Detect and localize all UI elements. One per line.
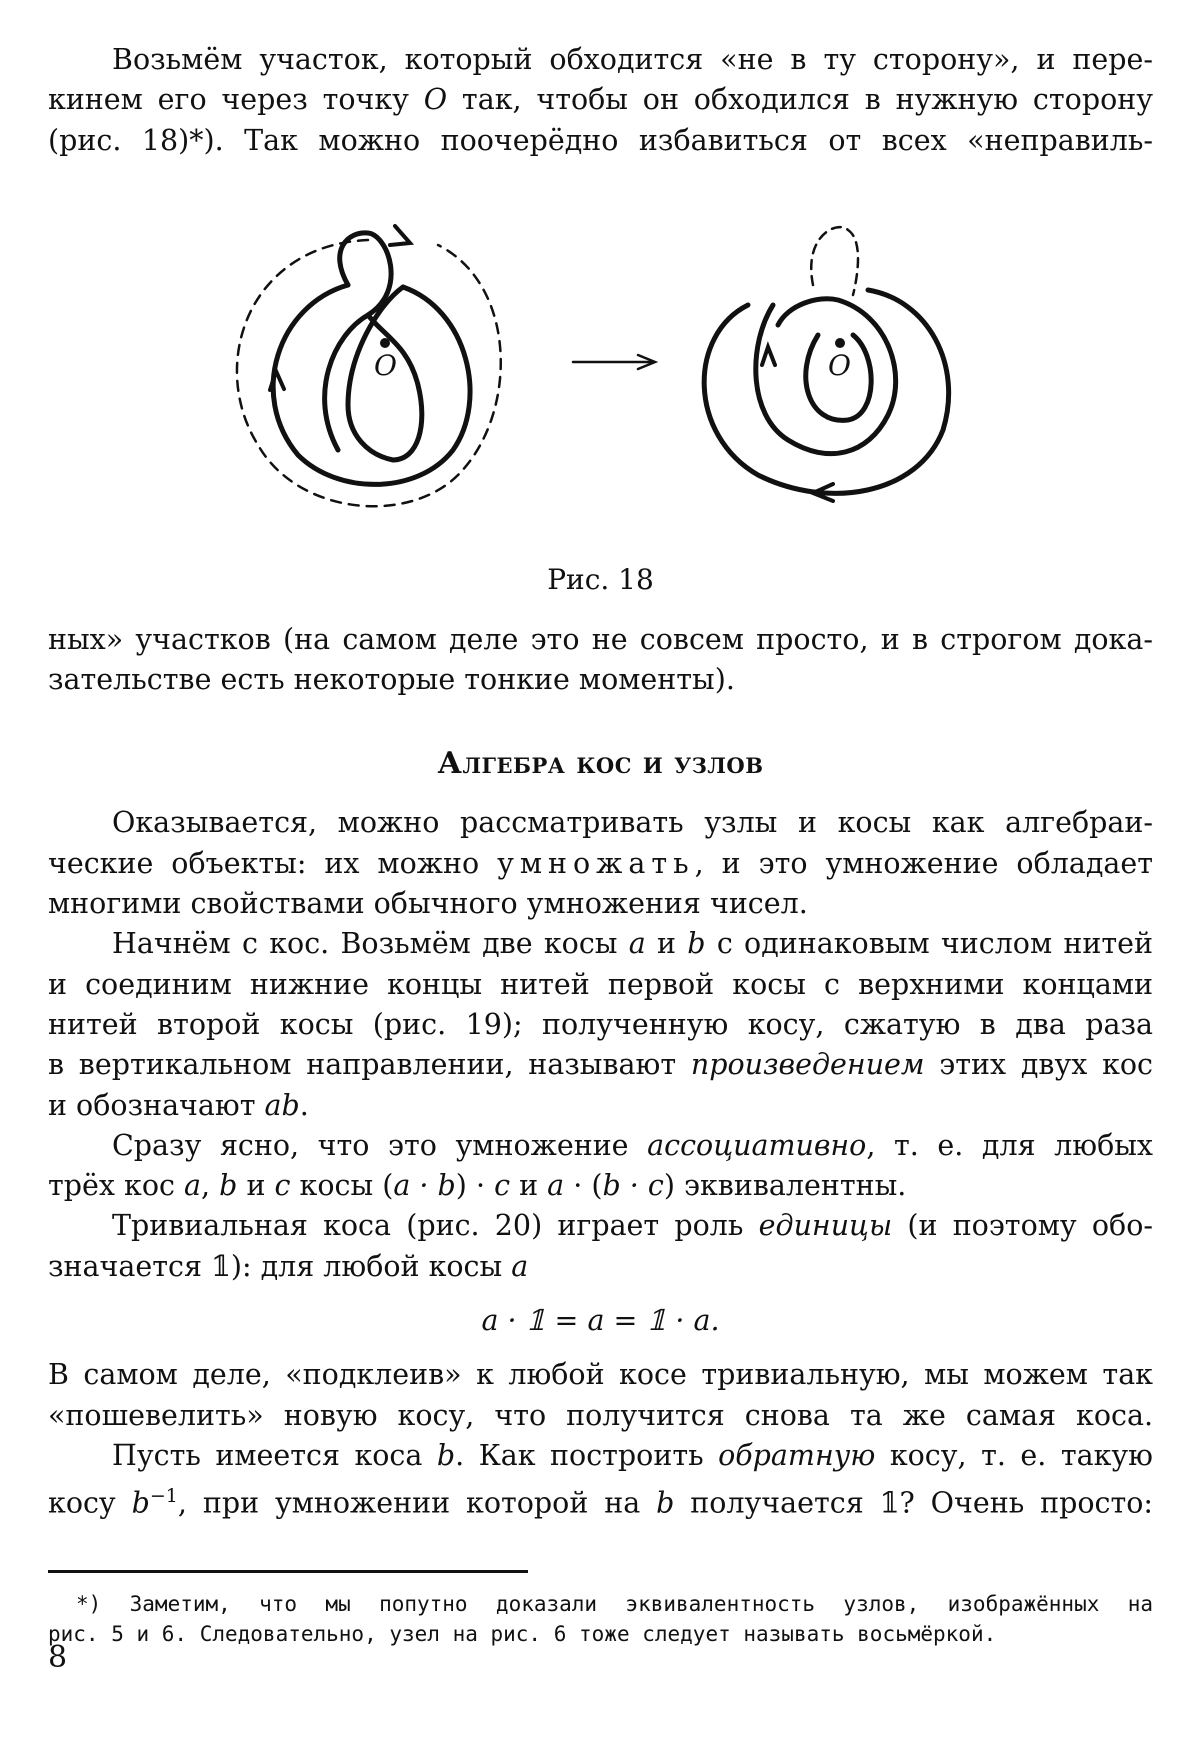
section-title: Алгебра кос и узлов (437, 746, 764, 782)
text-line: и соединим нижние концы нитей первой косы с верхними концами (48, 967, 1153, 1001)
paragraph-8 (48, 1436, 1153, 1524)
paragraph-4 (48, 924, 1153, 1125)
dashed-loop-right (811, 227, 858, 295)
text-line: В самом деле, «подклеив» к любой косе тривиальную, мы можем так (48, 1358, 1153, 1392)
text-line: значается 𝟙): для любой косы a (48, 1249, 529, 1283)
text-line: в вертикальном направлении, называют произведением этих двух кос (48, 1048, 1153, 1082)
text-line: (рис. 18)*). Так можно поочерёдно избавиться от всех «неправиль- (48, 123, 1153, 157)
text-line: нитей второй косы (рис. 19); полученную косу, сжатую в два раза (48, 1007, 1153, 1041)
knot-right-outer (704, 290, 948, 493)
paragraph-5 (48, 1126, 1153, 1207)
text-line: многими свойствами обычного умножения чисел. (48, 887, 808, 921)
paragraph-7 (48, 1355, 1153, 1436)
figure-18 (48, 175, 1153, 549)
label-O-right: O (828, 348, 851, 382)
arrow-head (390, 226, 410, 245)
text-line: Оказывается, можно рассматривать узлы и косы как алгебраи- (112, 806, 1153, 840)
point-O-dot-left (380, 338, 390, 348)
text-line: косу $b^{-1}$, при умножении которой на b получается 𝟙? Очень просто: (48, 1485, 1153, 1520)
page-number: 8 (48, 1640, 68, 1675)
footnote-rule (48, 1570, 528, 1573)
figure-caption: Рис. 18 (547, 562, 654, 596)
spaced-emphasis: умножать (497, 846, 695, 880)
footnote (48, 1589, 1153, 1649)
text-line: зательстве есть некоторые тонкие моменты). (48, 663, 735, 697)
text-line: Сразу ясно, что это умножение ассоциативно, т. е. для любых (112, 1128, 1153, 1162)
paragraph-6 (48, 1206, 1153, 1287)
label-O-left: O (374, 348, 397, 382)
display-formula: a · 𝟙 = a = 𝟙 · a. (481, 1304, 720, 1338)
arrow-head (762, 347, 775, 365)
text-line: кинем его через точку O так, чтобы он обходился в нужную сторону (48, 83, 1153, 117)
text-line: Тривиальная коса (рис. 20) играет роль единицы (и поэтому обо- (112, 1209, 1153, 1243)
text-line: Начнём с кос. Возьмём две косы a и b с одинаковым числом нитей (112, 927, 1154, 961)
page-content (48, 40, 1153, 1649)
text-line: ных» участков (на самом деле это не совсем просто, и в строгом дока- (48, 622, 1153, 656)
paragraph-3 (48, 803, 1153, 924)
paragraph-2 (48, 620, 1153, 701)
text-line: трёх кос a, b и c косы (a · b) · c и a · (b · c) эквивалентны. (48, 1169, 907, 1203)
knot-right-inner (756, 299, 896, 454)
paragraph-1 (48, 40, 1153, 161)
text-line: ческие объекты: их можно умножать, и это умножение обладает (48, 846, 1154, 880)
point-O-dot-right (835, 338, 845, 348)
text-line: Пусть имеется коса b. Как построить обратную косу, т. е. такую (112, 1438, 1153, 1472)
knot-diagram (48, 175, 1153, 549)
footnote-line: *) Заметим, что мы попутно доказали эквивалентность узлов, изображённых на (76, 1592, 1153, 1617)
footnote-line: рис. 5 и 6. Следовательно, узел на рис. 6 тоже следует называть восьмёркой. (48, 1622, 997, 1647)
text-line: «пошевелить» новую косу, что получится снова та же самая коса. (48, 1398, 1153, 1432)
text-line: и обозначают ab. (48, 1088, 309, 1122)
text-line: Возьмём участок, который обходится «не в ту сторону», и пере- (112, 43, 1153, 76)
